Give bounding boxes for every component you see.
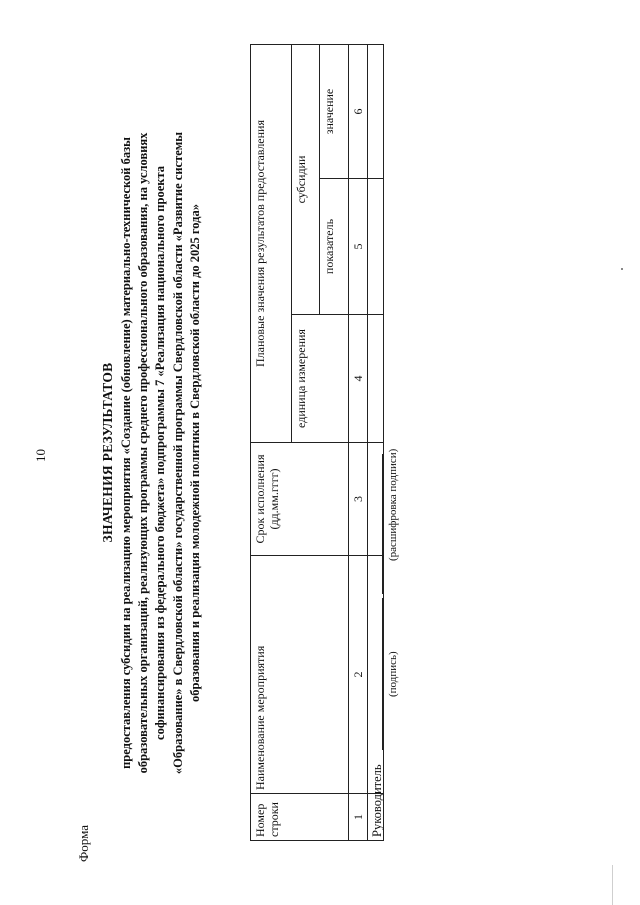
signature-line xyxy=(370,598,383,750)
scan-edge-line xyxy=(612,865,613,905)
table-cell: 5 xyxy=(349,179,368,315)
table-cell: 6 xyxy=(349,45,368,179)
document-subtitle xyxy=(118,93,204,813)
header-unit: единица измерения xyxy=(292,315,349,443)
table-cell: 4 xyxy=(349,315,368,443)
signature-caption: (подпись) xyxy=(387,651,399,697)
signature-decode-caption: (расшифровка подписи) xyxy=(387,448,399,561)
results-table xyxy=(250,44,384,841)
header-planned-values: Плановые значения результатов предоставления xyxy=(251,45,292,443)
table-cell: 2 xyxy=(349,556,368,794)
subtitle-line-4: «Образование» в Свердловской области» государственной программы Свердловской области «Развитие системы xyxy=(170,131,185,775)
table-cell: 1 xyxy=(349,794,368,841)
header-indicator: показатель xyxy=(320,179,349,315)
table-cell xyxy=(368,45,384,179)
table-header-row-1 xyxy=(251,45,292,841)
table-cell xyxy=(368,315,384,443)
page-number: 10 xyxy=(33,449,48,462)
subtitle-line-2: образовательных организаций, реализующих программы среднего профессионального образования, на условиях xyxy=(136,132,151,774)
header-event-name: Наименование мероприятия xyxy=(251,556,349,794)
header-subsidy: субсидии xyxy=(292,45,320,315)
subtitle-line-5: образования и реализация молодежной политики в Свердловской области до 2025 года» xyxy=(187,204,202,702)
header-deadline: Срок исполнения (дд.мм.гггг) xyxy=(251,443,349,556)
subtitle-line-1: предоставления субсидии на реализацию мероприятия «Создание (обновление) материально-технической базы xyxy=(119,137,133,769)
table-cell xyxy=(368,179,384,315)
form-label: Форма xyxy=(76,825,91,862)
signature-decode-line xyxy=(370,454,383,594)
signature-role: Руководитель xyxy=(370,764,384,837)
scan-dot xyxy=(621,268,623,270)
subtitle-line-3: софинансирования из федерального бюджета» подпрограммы 7 «Реализация национального проекта xyxy=(153,166,168,740)
header-row-number: Номер строки xyxy=(251,794,349,841)
document-title: ЗНАЧЕНИЯ РЕЗУЛЬТАТОВ xyxy=(100,362,115,543)
table-cell: 3 xyxy=(349,443,368,556)
table-row-numbering xyxy=(349,45,368,841)
header-value: значение xyxy=(320,45,349,179)
